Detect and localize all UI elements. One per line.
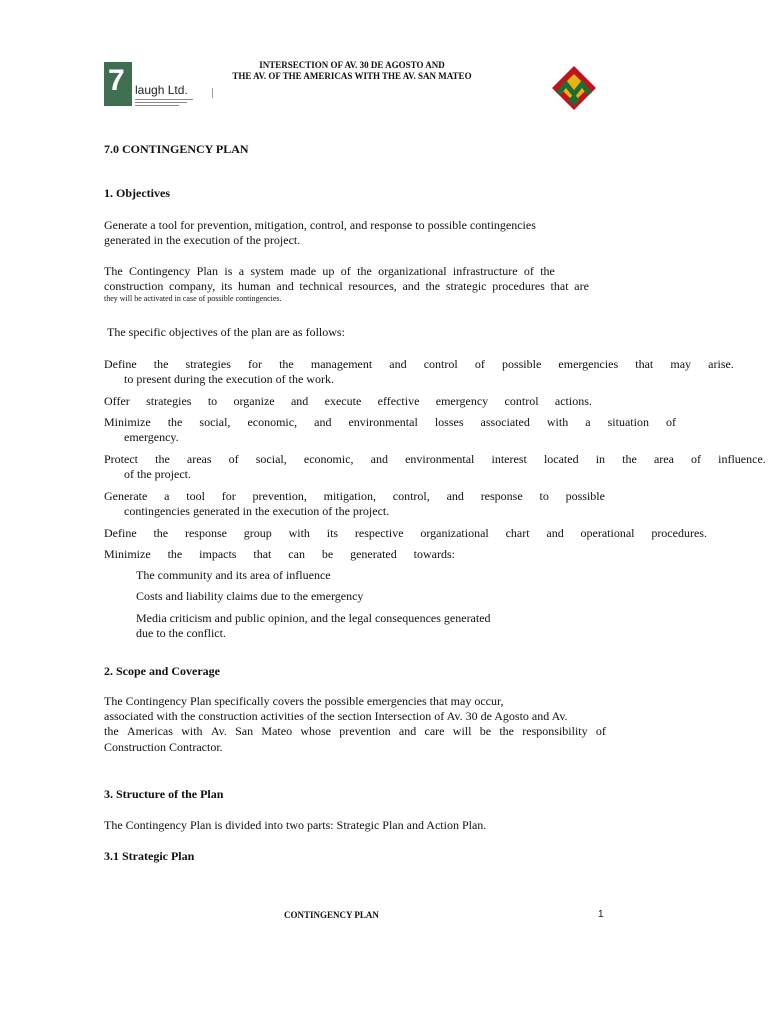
word: area bbox=[653, 452, 674, 466]
logo-digit: 7 bbox=[108, 64, 125, 97]
footer-label: CONTINGENCY PLAN bbox=[284, 910, 379, 920]
objective-item bbox=[104, 394, 592, 409]
impact-subitem-continuation: due to the conflict. bbox=[136, 626, 226, 640]
word: social, bbox=[255, 452, 287, 466]
word: Contingency bbox=[129, 264, 191, 278]
word: Protect bbox=[104, 452, 138, 466]
word: its bbox=[220, 279, 233, 293]
objective-item-continuation: emergency. bbox=[124, 430, 179, 444]
paragraph-line-justified bbox=[104, 264, 555, 279]
objective-item-continuation: contingencies generated in the execution of the project. bbox=[124, 504, 390, 518]
word: construction bbox=[104, 279, 164, 293]
company-logo bbox=[104, 62, 216, 108]
page-number: 1 bbox=[598, 909, 604, 920]
word: be bbox=[479, 724, 492, 738]
word: towards: bbox=[413, 547, 455, 561]
word: of bbox=[228, 452, 239, 466]
word: the bbox=[622, 452, 637, 466]
word: the bbox=[540, 264, 555, 278]
word: be bbox=[321, 547, 334, 561]
word: Offer bbox=[104, 394, 130, 408]
word: group bbox=[243, 526, 272, 540]
word: operational bbox=[580, 526, 635, 540]
section-title: 7.0 CONTINGENCY PLAN bbox=[104, 142, 249, 156]
paragraph-line: The Contingency Plan specifically covers the possible emergencies that may occur, bbox=[104, 694, 504, 708]
word: of bbox=[691, 452, 702, 466]
logo-fine-print-line bbox=[135, 105, 179, 106]
paragraph-line: Generate a tool for prevention, mitigation, control, and response to possible contingencies bbox=[104, 218, 536, 232]
objectives-heading: 1. Objectives bbox=[104, 186, 170, 200]
word: the bbox=[104, 724, 119, 738]
word: possible bbox=[565, 489, 605, 503]
word: social, bbox=[199, 415, 231, 429]
word: response bbox=[184, 526, 227, 540]
word: situation bbox=[607, 415, 649, 429]
word: procedures bbox=[492, 279, 545, 293]
word: with bbox=[546, 415, 569, 429]
word: the bbox=[153, 357, 169, 371]
word: organize bbox=[233, 394, 275, 408]
word: influence. bbox=[718, 452, 766, 466]
word: effective bbox=[377, 394, 420, 408]
word: and bbox=[402, 279, 420, 293]
paragraph-line: generated in the execution of the project. bbox=[104, 233, 301, 247]
word: and bbox=[290, 394, 309, 408]
word: the bbox=[153, 526, 169, 540]
word: possible bbox=[501, 357, 542, 371]
word: and bbox=[398, 724, 417, 738]
word: care bbox=[424, 724, 445, 738]
word: Generate bbox=[104, 489, 148, 503]
word: emergency bbox=[435, 394, 489, 408]
word: that bbox=[253, 547, 272, 561]
structure-heading: 3. Structure of the Plan bbox=[104, 787, 224, 801]
word: can bbox=[288, 547, 305, 561]
word: execute bbox=[324, 394, 362, 408]
word: to bbox=[207, 394, 218, 408]
word: losses bbox=[434, 415, 464, 429]
word: and bbox=[276, 279, 294, 293]
word: prevention, bbox=[252, 489, 307, 503]
word: environmental bbox=[348, 415, 418, 429]
word: that bbox=[635, 357, 654, 371]
word: organizational bbox=[420, 526, 489, 540]
logo-divider bbox=[212, 88, 213, 98]
word: actions. bbox=[554, 394, 592, 408]
word: Minimize bbox=[104, 415, 151, 429]
word: whose bbox=[300, 724, 332, 738]
word: in bbox=[595, 452, 606, 466]
word: the bbox=[499, 724, 515, 738]
word: for bbox=[221, 489, 236, 503]
word: control, bbox=[392, 489, 430, 503]
word: a bbox=[164, 489, 170, 503]
word: management bbox=[310, 357, 373, 371]
word: areas bbox=[186, 452, 212, 466]
word: strategies bbox=[185, 357, 231, 371]
structure-paragraph: The Contingency Plan is divided into two parts: Strategic Plan and Action Plan. bbox=[104, 818, 487, 832]
word: and bbox=[389, 357, 407, 371]
strategic-plan-heading: 3.1 Strategic Plan bbox=[104, 849, 195, 863]
paragraph-line-justified bbox=[104, 724, 606, 739]
objective-item bbox=[104, 526, 707, 541]
word: procedures. bbox=[651, 526, 707, 540]
word: system bbox=[250, 264, 284, 278]
word: Plan bbox=[196, 264, 219, 278]
paragraph-line-justified bbox=[104, 279, 589, 294]
word: technical bbox=[299, 279, 343, 293]
word: control bbox=[504, 394, 539, 408]
header-title bbox=[222, 60, 482, 82]
objective-item-continuation: of the project. bbox=[124, 467, 191, 481]
word: for bbox=[247, 357, 262, 371]
impact-subitem: Media criticism and public opinion, and the legal consequences generated bbox=[136, 611, 491, 625]
word: control bbox=[423, 357, 458, 371]
objective-item-continuation: to present during the execution of the work. bbox=[124, 372, 334, 386]
header-title-line: INTERSECTION OF AV. 30 DE AGOSTO AND bbox=[259, 60, 445, 70]
word: interest bbox=[491, 452, 527, 466]
word: chart bbox=[505, 526, 530, 540]
word: Define bbox=[104, 526, 137, 540]
word: economic, bbox=[247, 415, 298, 429]
word: located bbox=[543, 452, 579, 466]
word: is bbox=[224, 264, 233, 278]
word: human bbox=[238, 279, 271, 293]
word: with bbox=[288, 526, 310, 540]
word: responsibility bbox=[522, 724, 588, 738]
word: the bbox=[155, 452, 170, 466]
word: strategies bbox=[146, 394, 192, 408]
word: the bbox=[279, 357, 294, 371]
word: the bbox=[357, 264, 372, 278]
word: associated bbox=[480, 415, 530, 429]
word: and bbox=[546, 526, 564, 540]
word: a bbox=[585, 415, 591, 429]
word: emergencies bbox=[558, 357, 619, 371]
word: Americas bbox=[126, 724, 173, 738]
objective-item bbox=[104, 547, 455, 562]
word: Define bbox=[104, 357, 137, 371]
word: resources, bbox=[348, 279, 397, 293]
word: respective bbox=[354, 526, 404, 540]
word: its bbox=[326, 526, 339, 540]
paragraph-line: associated with the construction activities of the section Intersection of Av. 30 de Agosto and Av. bbox=[104, 709, 568, 723]
word: and bbox=[314, 415, 332, 429]
word: San bbox=[235, 724, 254, 738]
word: Av. bbox=[210, 724, 227, 738]
word: mitigation, bbox=[323, 489, 376, 503]
word: that bbox=[550, 279, 569, 293]
word: The bbox=[104, 264, 123, 278]
word: Mateo bbox=[261, 724, 293, 738]
scope-heading: 2. Scope and Coverage bbox=[104, 664, 220, 678]
paragraph-line: Construction Contractor. bbox=[104, 740, 223, 754]
header-title-line: THE AV. OF THE AMERICAS WITH THE AV. SAN MATEO bbox=[232, 71, 472, 81]
word: of bbox=[340, 264, 351, 278]
objective-item bbox=[104, 489, 605, 504]
word: of bbox=[474, 357, 485, 371]
objective-item bbox=[104, 452, 766, 467]
word: Minimize bbox=[104, 547, 151, 561]
impact-subitem: The community and its area of influence bbox=[136, 568, 331, 582]
word: infrastructure bbox=[452, 264, 518, 278]
paragraph-line-small: they will be activated in case of possible contingencies. bbox=[104, 294, 282, 303]
word: the bbox=[167, 415, 183, 429]
word: and bbox=[370, 452, 388, 466]
word: may bbox=[670, 357, 692, 371]
logo-company-name: laugh Ltd. bbox=[135, 83, 188, 97]
word: made bbox=[290, 264, 317, 278]
word: prevention bbox=[339, 724, 391, 738]
word: will bbox=[452, 724, 472, 738]
word: generated bbox=[350, 547, 397, 561]
logo-fine-print-line bbox=[135, 99, 193, 100]
word: are bbox=[574, 279, 589, 293]
specific-objectives-intro: The specific objectives of the plan are as follows: bbox=[107, 325, 345, 339]
word: economic, bbox=[303, 452, 354, 466]
word: with bbox=[181, 724, 203, 738]
word: of bbox=[595, 724, 606, 738]
word: environmental bbox=[405, 452, 475, 466]
word: of bbox=[523, 264, 534, 278]
objective-item bbox=[104, 415, 676, 430]
impact-subitem: Costs and liability claims due to the emergency bbox=[136, 589, 364, 603]
word: the bbox=[425, 279, 441, 293]
word: up bbox=[322, 264, 335, 278]
emblem-logo bbox=[550, 64, 598, 114]
word: impacts bbox=[199, 547, 237, 561]
word: and bbox=[446, 489, 464, 503]
word: response bbox=[480, 489, 523, 503]
logo-fine-print-line bbox=[135, 102, 187, 103]
word: tool bbox=[186, 489, 205, 503]
objective-item bbox=[104, 357, 734, 372]
word: organizational bbox=[378, 264, 447, 278]
word: of bbox=[665, 415, 676, 429]
word: arise. bbox=[708, 357, 734, 371]
word: the bbox=[167, 547, 183, 561]
word: company, bbox=[169, 279, 216, 293]
word: to bbox=[539, 489, 549, 503]
word: a bbox=[238, 264, 245, 278]
word: strategic bbox=[445, 279, 487, 293]
logo-mark bbox=[104, 62, 132, 106]
